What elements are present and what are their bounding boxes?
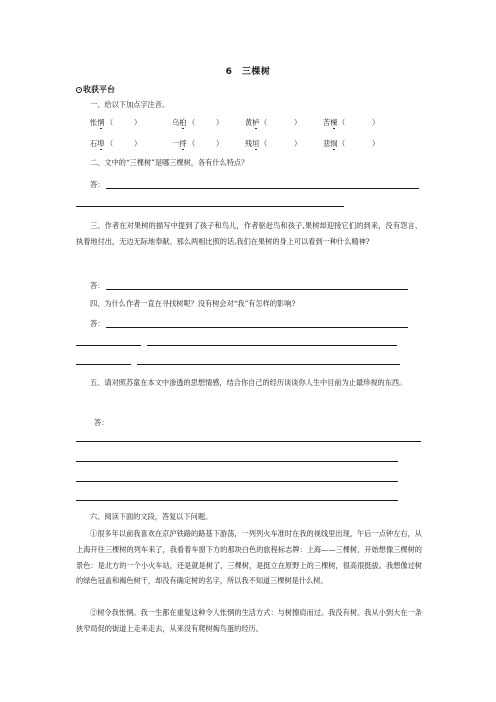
question-3-text: 三、作者在对果树的描写中提到了孩子和鸟儿，作者驱赶鸟和孩子,果树却迎接它们的到来，没有怨言、执着地付出，无边无际地奉献。那么两相比照的话,我们在果树的身上可以看到一种什么精神? xyxy=(76,221,422,246)
word-char: 苦 xyxy=(323,118,331,127)
word-char: 乌 xyxy=(172,118,180,127)
paren-open: （ xyxy=(106,139,114,148)
word-item xyxy=(323,139,337,149)
word-char: 怅 xyxy=(90,118,98,127)
dotted-char: 捋 xyxy=(179,139,187,148)
paren-close: ） xyxy=(134,139,142,148)
section-heading xyxy=(76,84,115,95)
paren-open: （ xyxy=(338,139,346,148)
answer-line[interactable] xyxy=(76,441,421,442)
paren-close: ） xyxy=(134,118,142,127)
word-item xyxy=(172,139,186,149)
paren-open: （ xyxy=(188,139,196,148)
paren-open: （ xyxy=(338,118,346,127)
word-item xyxy=(245,139,259,149)
dotted-char: 埠 xyxy=(97,139,105,148)
question-4-label: 四、为什么作者一直在寻找树呢？没有树会对“我”有怎样的影响? xyxy=(90,299,296,308)
answer-line[interactable] xyxy=(137,364,400,365)
word-item xyxy=(245,118,259,128)
word-char: 石 xyxy=(90,139,98,148)
paren-close: ） xyxy=(372,118,380,127)
paren-close: ） xyxy=(216,118,224,127)
word-char: 一 xyxy=(172,139,180,148)
word-char: 黄 xyxy=(245,118,253,127)
word-item xyxy=(90,139,104,149)
word-char: 残 xyxy=(245,139,253,148)
answer-label: 答： xyxy=(90,281,105,290)
question-5-text: 五、请对照苏童在本文中渗透的思想情感，结合你自己的经历谈谈你人生中目前为止最珍视的东西。 xyxy=(90,378,407,387)
question-2-label: 二、文中的“三棵树”是哪三棵树，各有什么特点？ xyxy=(90,158,249,167)
question-6-label: 六、阅读下面的文段，答复以下问题。 xyxy=(90,512,213,521)
page-title: 6 三棵树 xyxy=(225,67,271,77)
answer-label: 答： xyxy=(90,180,105,189)
answer-label: 答： xyxy=(94,418,109,427)
answer-line[interactable] xyxy=(106,327,408,328)
paren-open: （ xyxy=(106,118,114,127)
answer-line[interactable] xyxy=(76,461,398,462)
word-char: 悲 xyxy=(323,139,331,148)
paren-close: ） xyxy=(372,139,380,148)
dotted-char: 惘 xyxy=(97,118,105,127)
answer-label: 答： xyxy=(90,319,105,328)
dotted-char: 垣 xyxy=(252,139,260,148)
word-item xyxy=(172,118,186,128)
reading-paragraph-1: ①很多年以前我喜欢在京沪铁路的路基下游荡，一列列火车准时在我的视线里出现，午后一点钟左右，从上海开往三棵树的列车来了，我看着车窗下方的那块白色的旅程标志牌：上海——三棵树，开始想像三棵树的景色：是北方的一个小火车站，还是就是树了，三棵树，是挺立在原野上的三棵树，很高很挺拔。我想像过树的绿色冠盖和褐色树干，却没有确定树的名字，所以我不知道三棵树是什么树。 xyxy=(76,529,422,586)
word-item xyxy=(323,118,337,128)
dotted-char: 楝 xyxy=(330,118,338,127)
paren-open: （ xyxy=(260,118,268,127)
paren-close: ） xyxy=(216,139,224,148)
paren-close: ） xyxy=(294,139,302,148)
answer-line[interactable] xyxy=(76,481,398,482)
answer-line[interactable] xyxy=(76,364,131,365)
answer-line[interactable] xyxy=(76,206,344,207)
answer-line[interactable] xyxy=(76,345,141,346)
reading-paragraph-2: ②树令我怅惘。我一生都在重复这种令人怅惘的生活方式：与树擦肩而过。我没有树。我从小到大在一条狭窄局促的街道上走来走去，从来没有爬树掏鸟蛋的经历。 xyxy=(76,608,422,633)
answer-line[interactable] xyxy=(106,188,419,189)
word-item xyxy=(90,118,104,128)
answer-line[interactable] xyxy=(147,345,397,346)
section-title: 收获平台 xyxy=(83,85,115,94)
paren-open: （ xyxy=(188,118,196,127)
dotted-char: 桕 xyxy=(179,118,187,127)
answer-line[interactable] xyxy=(106,289,408,290)
answer-line[interactable] xyxy=(76,500,398,501)
paren-open: （ xyxy=(260,139,268,148)
bullet-circle-icon xyxy=(76,87,82,93)
question-1-label: 一、给以下加点字注音。 xyxy=(90,100,170,109)
dotted-char: 栌 xyxy=(252,118,260,127)
pinyin-row-1 xyxy=(90,118,430,130)
dotted-char: 悯 xyxy=(330,139,338,148)
paren-close: ） xyxy=(294,118,302,127)
pinyin-row-2 xyxy=(90,139,430,151)
